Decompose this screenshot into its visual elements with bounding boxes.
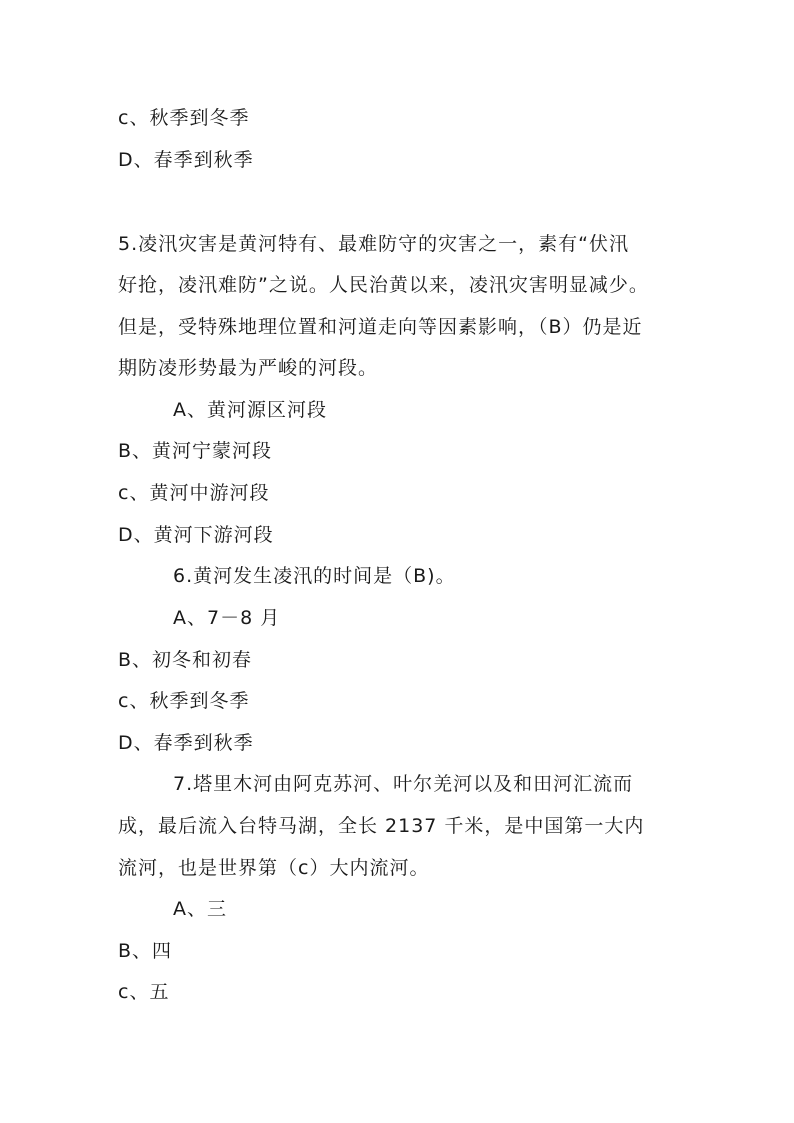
option-c-q4: c、秋季到冬季	[118, 107, 250, 129]
option-a-q7: A、三	[173, 898, 227, 920]
question-5-line-1: 5.凌汛灾害是黄河特有、最难防守的灾害之一，素有“伏汛	[118, 233, 629, 255]
option-a-q5: A、黄河源区河段	[173, 399, 327, 421]
option-b-q6: B、初冬和初春	[118, 649, 253, 671]
option-b-q5: B、黄河宁蒙河段	[118, 440, 273, 462]
option-c-q6: c、秋季到冬季	[118, 690, 250, 712]
question-5-line-4: 期防凌形势最为严峻的河段。	[118, 357, 379, 379]
question-6: 6.黄河发生凌汛的时间是（B)。	[173, 565, 456, 587]
option-b-q7: B、四	[118, 940, 173, 962]
option-c-q7: c、五	[118, 981, 170, 1003]
option-d-q4: D、春季到秋季	[118, 149, 254, 171]
question-7-line-1: 7.塔里木河由阿克苏河、叶尔羌河以及和田河汇流而	[173, 773, 634, 795]
question-5-line-3: 但是，受特殊地理位置和河道走向等因素影响，（B）仍是近	[118, 316, 643, 338]
question-7-line-2: 成，最后流入台特马湖，全长 2137 千米，是中国第一大内	[118, 815, 645, 837]
option-a-q6: A、7－8 月	[173, 607, 281, 629]
option-d-q6: D、春季到秋季	[118, 732, 254, 754]
question-7-line-3: 流河，也是世界第（c）大内流河。	[118, 857, 430, 879]
question-5-line-2: 好抢，凌汛难防”之说。人民治黄以来，凌汛灾害明显减少。	[118, 274, 649, 296]
option-d-q5: D、黄河下游河段	[118, 524, 274, 546]
option-c-q5: c、黄河中游河段	[118, 482, 270, 504]
